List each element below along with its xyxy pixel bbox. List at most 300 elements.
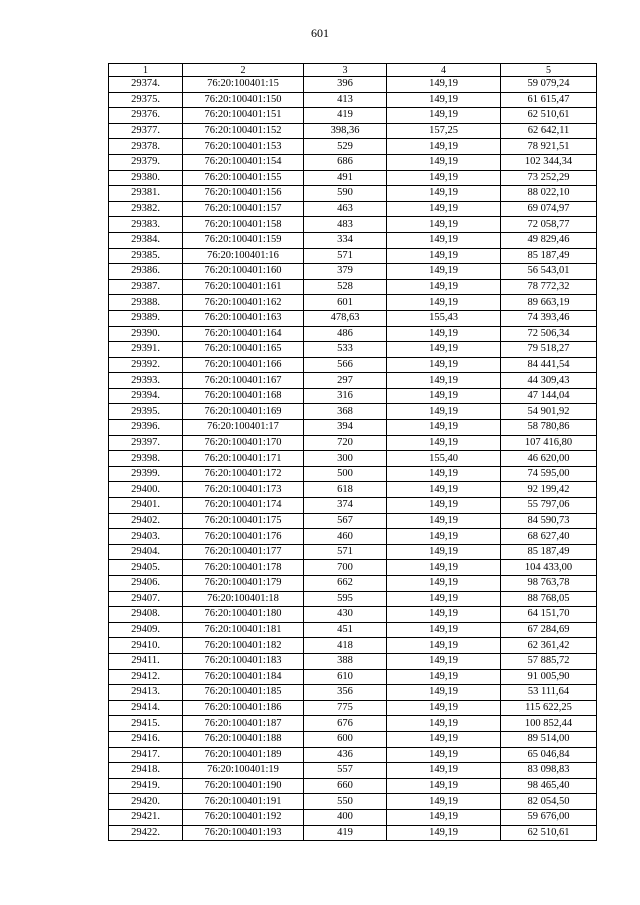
table-row <box>109 326 597 342</box>
area-cell: 557 <box>304 763 387 779</box>
area-cell: 676 <box>304 716 387 732</box>
table-row <box>109 201 597 217</box>
page-number: 601 <box>311 26 329 40</box>
value-cell: 67 284,69 <box>501 622 597 638</box>
area-cell: 600 <box>304 731 387 747</box>
cadastral-number-cell: 76:20:100401:179 <box>183 576 304 592</box>
cadastral-number-cell: 76:20:100401:181 <box>183 622 304 638</box>
value-cell: 115 622,25 <box>501 700 597 716</box>
row-number-cell: 29419. <box>109 778 183 794</box>
area-cell: 571 <box>304 248 387 264</box>
cadastral-number-cell: 76:20:100401:156 <box>183 186 304 202</box>
value-cell: 104 433,00 <box>501 560 597 576</box>
value-cell: 59 676,00 <box>501 809 597 825</box>
rate-cell: 149,19 <box>387 357 501 373</box>
area-cell: 418 <box>304 638 387 654</box>
rate-cell: 149,19 <box>387 544 501 560</box>
table-row <box>109 498 597 514</box>
rate-cell: 149,19 <box>387 248 501 264</box>
row-number-cell: 29407. <box>109 591 183 607</box>
cadastral-number-cell: 76:20:100401:189 <box>183 747 304 763</box>
table-row <box>109 295 597 311</box>
data-table <box>108 63 597 841</box>
value-cell: 107 416,80 <box>501 435 597 451</box>
table-row <box>109 373 597 389</box>
rate-cell: 157,25 <box>387 123 501 139</box>
area-cell: 398,36 <box>304 123 387 139</box>
table-row <box>109 217 597 233</box>
cadastral-number-cell: 76:20:100401:185 <box>183 685 304 701</box>
cadastral-number-cell: 76:20:100401:166 <box>183 357 304 373</box>
table-row <box>109 576 597 592</box>
value-cell: 72 058,77 <box>501 217 597 233</box>
area-cell: 486 <box>304 326 387 342</box>
rate-cell: 149,19 <box>387 186 501 202</box>
value-cell: 54 901,92 <box>501 404 597 420</box>
rate-cell: 149,19 <box>387 747 501 763</box>
rate-cell: 149,19 <box>387 825 501 841</box>
row-number-cell: 29403. <box>109 529 183 545</box>
table-row <box>109 591 597 607</box>
rate-cell: 149,19 <box>387 482 501 498</box>
table-row <box>109 77 597 93</box>
table-header-row <box>109 64 597 77</box>
row-number-cell: 29402. <box>109 513 183 529</box>
cadastral-number-cell: 76:20:100401:154 <box>183 154 304 170</box>
value-cell: 56 543,01 <box>501 264 597 280</box>
rate-cell: 149,19 <box>387 669 501 685</box>
row-number-cell: 29384. <box>109 232 183 248</box>
area-cell: 388 <box>304 653 387 669</box>
cadastral-number-cell: 76:20:100401:182 <box>183 638 304 654</box>
row-number-cell: 29399. <box>109 466 183 482</box>
area-cell: 595 <box>304 591 387 607</box>
table-row <box>109 310 597 326</box>
area-cell: 491 <box>304 170 387 186</box>
row-number-cell: 29376. <box>109 108 183 124</box>
area-cell: 368 <box>304 404 387 420</box>
row-number-cell: 29405. <box>109 560 183 576</box>
cadastral-number-cell: 76:20:100401:167 <box>183 373 304 389</box>
area-cell: 618 <box>304 482 387 498</box>
value-cell: 69 074,97 <box>501 201 597 217</box>
rate-cell: 155,40 <box>387 451 501 467</box>
table-row <box>109 108 597 124</box>
table-body <box>109 64 597 841</box>
table-row <box>109 513 597 529</box>
cadastral-number-cell: 76:20:100401:191 <box>183 794 304 810</box>
row-number-cell: 29400. <box>109 482 183 498</box>
rate-cell: 149,19 <box>387 232 501 248</box>
rate-cell: 149,19 <box>387 529 501 545</box>
cadastral-number-cell: 76:20:100401:155 <box>183 170 304 186</box>
table-row <box>109 139 597 155</box>
rate-cell: 149,19 <box>387 794 501 810</box>
cadastral-number-cell: 76:20:100401:174 <box>183 498 304 514</box>
rate-cell: 149,19 <box>387 77 501 93</box>
value-cell: 100 852,44 <box>501 716 597 732</box>
area-cell: 394 <box>304 420 387 436</box>
area-cell: 566 <box>304 357 387 373</box>
value-cell: 98 763,78 <box>501 576 597 592</box>
table-row <box>109 170 597 186</box>
rate-cell: 149,19 <box>387 279 501 295</box>
row-number-cell: 29404. <box>109 544 183 560</box>
cadastral-number-cell: 76:20:100401:184 <box>183 669 304 685</box>
cadastral-number-cell: 76:20:100401:188 <box>183 731 304 747</box>
row-number-cell: 29383. <box>109 217 183 233</box>
table-row <box>109 700 597 716</box>
row-number-cell: 29416. <box>109 731 183 747</box>
row-number-cell: 29421. <box>109 809 183 825</box>
table-row <box>109 342 597 358</box>
value-cell: 83 098,83 <box>501 763 597 779</box>
value-cell: 61 615,47 <box>501 92 597 108</box>
area-cell: 300 <box>304 451 387 467</box>
cadastral-number-cell: 76:20:100401:161 <box>183 279 304 295</box>
cadastral-number-cell: 76:20:100401:164 <box>183 326 304 342</box>
table-row <box>109 763 597 779</box>
rate-cell: 149,19 <box>387 92 501 108</box>
table-row <box>109 232 597 248</box>
value-cell: 74 393,46 <box>501 310 597 326</box>
area-cell: 483 <box>304 217 387 233</box>
rate-cell: 149,19 <box>387 638 501 654</box>
row-number-cell: 29420. <box>109 794 183 810</box>
rate-cell: 149,19 <box>387 498 501 514</box>
area-cell: 413 <box>304 92 387 108</box>
area-cell: 775 <box>304 700 387 716</box>
value-cell: 62 361,42 <box>501 638 597 654</box>
rate-cell: 149,19 <box>387 700 501 716</box>
rate-cell: 149,19 <box>387 295 501 311</box>
cadastral-number-cell: 76:20:100401:169 <box>183 404 304 420</box>
table-row <box>109 638 597 654</box>
row-number-cell: 29380. <box>109 170 183 186</box>
value-cell: 59 079,24 <box>501 77 597 93</box>
row-number-cell: 29386. <box>109 264 183 280</box>
value-cell: 68 627,40 <box>501 529 597 545</box>
row-number-cell: 29411. <box>109 653 183 669</box>
cadastral-number-cell: 76:20:100401:176 <box>183 529 304 545</box>
rate-cell: 149,19 <box>387 560 501 576</box>
rate-cell: 149,19 <box>387 809 501 825</box>
table-row <box>109 420 597 436</box>
area-cell: 436 <box>304 747 387 763</box>
row-number-cell: 29422. <box>109 825 183 841</box>
cadastral-number-cell: 76:20:100401:171 <box>183 451 304 467</box>
table-row <box>109 92 597 108</box>
area-cell: 316 <box>304 388 387 404</box>
cadastral-number-cell: 76:20:100401:180 <box>183 607 304 623</box>
cadastral-number-cell: 76:20:100401:153 <box>183 139 304 155</box>
rate-cell: 155,43 <box>387 310 501 326</box>
row-number-cell: 29375. <box>109 92 183 108</box>
area-cell: 356 <box>304 685 387 701</box>
area-cell: 451 <box>304 622 387 638</box>
area-cell: 460 <box>304 529 387 545</box>
table-row <box>109 825 597 841</box>
value-cell: 57 885,72 <box>501 653 597 669</box>
table-row <box>109 529 597 545</box>
area-cell: 662 <box>304 576 387 592</box>
row-number-cell: 29408. <box>109 607 183 623</box>
rate-cell: 149,19 <box>387 466 501 482</box>
value-cell: 44 309,43 <box>501 373 597 389</box>
value-cell: 55 797,06 <box>501 498 597 514</box>
rate-cell: 149,19 <box>387 622 501 638</box>
rate-cell: 149,19 <box>387 576 501 592</box>
row-number-cell: 29389. <box>109 310 183 326</box>
table-row <box>109 435 597 451</box>
cadastral-number-cell: 76:20:100401:183 <box>183 653 304 669</box>
area-cell: 567 <box>304 513 387 529</box>
rate-cell: 149,19 <box>387 264 501 280</box>
cadastral-number-cell: 76:20:100401:160 <box>183 264 304 280</box>
cadastral-number-cell: 76:20:100401:16 <box>183 248 304 264</box>
cadastral-number-cell: 76:20:100401:172 <box>183 466 304 482</box>
column-header: 1 <box>109 64 183 77</box>
table-row <box>109 264 597 280</box>
rate-cell: 149,19 <box>387 139 501 155</box>
value-cell: 85 187,49 <box>501 248 597 264</box>
value-cell: 102 344,34 <box>501 154 597 170</box>
row-number-cell: 29418. <box>109 763 183 779</box>
row-number-cell: 29379. <box>109 154 183 170</box>
row-number-cell: 29377. <box>109 123 183 139</box>
rate-cell: 149,19 <box>387 342 501 358</box>
cadastral-number-cell: 76:20:100401:159 <box>183 232 304 248</box>
table-row <box>109 794 597 810</box>
table-row <box>109 357 597 373</box>
value-cell: 89 514,00 <box>501 731 597 747</box>
cadastral-number-cell: 76:20:100401:175 <box>183 513 304 529</box>
row-number-cell: 29415. <box>109 716 183 732</box>
area-cell: 660 <box>304 778 387 794</box>
row-number-cell: 29395. <box>109 404 183 420</box>
row-number-cell: 29398. <box>109 451 183 467</box>
area-cell: 400 <box>304 809 387 825</box>
rate-cell: 149,19 <box>387 607 501 623</box>
row-number-cell: 29378. <box>109 139 183 155</box>
area-cell: 374 <box>304 498 387 514</box>
row-number-cell: 29414. <box>109 700 183 716</box>
value-cell: 72 506,34 <box>501 326 597 342</box>
value-cell: 79 518,27 <box>501 342 597 358</box>
area-cell: 529 <box>304 139 387 155</box>
rate-cell: 149,19 <box>387 420 501 436</box>
table-row <box>109 404 597 420</box>
row-number-cell: 29397. <box>109 435 183 451</box>
value-cell: 64 151,70 <box>501 607 597 623</box>
cadastral-number-cell: 76:20:100401:168 <box>183 388 304 404</box>
row-number-cell: 29393. <box>109 373 183 389</box>
row-number-cell: 29417. <box>109 747 183 763</box>
area-cell: 463 <box>304 201 387 217</box>
cadastral-number-cell: 76:20:100401:152 <box>183 123 304 139</box>
cadastral-number-cell: 76:20:100401:162 <box>183 295 304 311</box>
area-cell: 297 <box>304 373 387 389</box>
area-cell: 379 <box>304 264 387 280</box>
table-row <box>109 607 597 623</box>
rate-cell: 149,19 <box>387 653 501 669</box>
row-number-cell: 29390. <box>109 326 183 342</box>
area-cell: 610 <box>304 669 387 685</box>
area-cell: 396 <box>304 77 387 93</box>
table-row <box>109 248 597 264</box>
area-cell: 500 <box>304 466 387 482</box>
value-cell: 53 111,64 <box>501 685 597 701</box>
table-row <box>109 544 597 560</box>
value-cell: 88 768,05 <box>501 591 597 607</box>
rate-cell: 149,19 <box>387 513 501 529</box>
cadastral-number-cell: 76:20:100401:157 <box>183 201 304 217</box>
row-number-cell: 29391. <box>109 342 183 358</box>
cadastral-number-cell: 76:20:100401:190 <box>183 778 304 794</box>
row-number-cell: 29412. <box>109 669 183 685</box>
rate-cell: 149,19 <box>387 217 501 233</box>
rate-cell: 149,19 <box>387 716 501 732</box>
rate-cell: 149,19 <box>387 170 501 186</box>
rate-cell: 149,19 <box>387 326 501 342</box>
rate-cell: 149,19 <box>387 685 501 701</box>
cadastral-number-cell: 76:20:100401:173 <box>183 482 304 498</box>
cadastral-number-cell: 76:20:100401:163 <box>183 310 304 326</box>
row-number-cell: 29392. <box>109 357 183 373</box>
value-cell: 84 590,73 <box>501 513 597 529</box>
table-row <box>109 669 597 685</box>
value-cell: 74 595,00 <box>501 466 597 482</box>
value-cell: 62 642,11 <box>501 123 597 139</box>
rate-cell: 149,19 <box>387 435 501 451</box>
area-cell: 334 <box>304 232 387 248</box>
row-number-cell: 29388. <box>109 295 183 311</box>
cadastral-number-cell: 76:20:100401:151 <box>183 108 304 124</box>
value-cell: 92 199,42 <box>501 482 597 498</box>
table-row <box>109 731 597 747</box>
area-cell: 700 <box>304 560 387 576</box>
rate-cell: 149,19 <box>387 404 501 420</box>
table-row <box>109 466 597 482</box>
area-cell: 686 <box>304 154 387 170</box>
cadastral-number-cell: 76:20:100401:193 <box>183 825 304 841</box>
value-cell: 88 022,10 <box>501 186 597 202</box>
value-cell: 78 921,51 <box>501 139 597 155</box>
row-number-cell: 29374. <box>109 77 183 93</box>
value-cell: 98 465,40 <box>501 778 597 794</box>
column-header: 4 <box>387 64 501 77</box>
table-row <box>109 622 597 638</box>
value-cell: 82 054,50 <box>501 794 597 810</box>
cadastral-number-cell: 76:20:100401:177 <box>183 544 304 560</box>
rate-cell: 149,19 <box>387 778 501 794</box>
value-cell: 46 620,00 <box>501 451 597 467</box>
rate-cell: 149,19 <box>387 108 501 124</box>
row-number-cell: 29382. <box>109 201 183 217</box>
table-row <box>109 123 597 139</box>
row-number-cell: 29401. <box>109 498 183 514</box>
row-number-cell: 29406. <box>109 576 183 592</box>
row-number-cell: 29385. <box>109 248 183 264</box>
rate-cell: 149,19 <box>387 154 501 170</box>
value-cell: 65 046,84 <box>501 747 597 763</box>
table-row <box>109 388 597 404</box>
area-cell: 601 <box>304 295 387 311</box>
rate-cell: 149,19 <box>387 373 501 389</box>
area-cell: 550 <box>304 794 387 810</box>
area-cell: 478,63 <box>304 310 387 326</box>
table-row <box>109 279 597 295</box>
cadastral-number-cell: 76:20:100401:192 <box>183 809 304 825</box>
cadastral-number-cell: 76:20:100401:15 <box>183 77 304 93</box>
value-cell: 62 510,61 <box>501 108 597 124</box>
value-cell: 49 829,46 <box>501 232 597 248</box>
cadastral-number-cell: 76:20:100401:178 <box>183 560 304 576</box>
table-row <box>109 451 597 467</box>
value-cell: 85 187,49 <box>501 544 597 560</box>
value-cell: 78 772,32 <box>501 279 597 295</box>
value-cell: 91 005,90 <box>501 669 597 685</box>
value-cell: 62 510,61 <box>501 825 597 841</box>
table-row <box>109 685 597 701</box>
table-row <box>109 186 597 202</box>
value-cell: 73 252,29 <box>501 170 597 186</box>
cadastral-number-cell: 76:20:100401:170 <box>183 435 304 451</box>
value-cell: 58 780,86 <box>501 420 597 436</box>
table-row <box>109 560 597 576</box>
column-header: 2 <box>183 64 304 77</box>
cadastral-number-cell: 76:20:100401:187 <box>183 716 304 732</box>
table-row <box>109 747 597 763</box>
rate-cell: 149,19 <box>387 763 501 779</box>
cadastral-number-cell: 76:20:100401:18 <box>183 591 304 607</box>
column-header: 5 <box>501 64 597 77</box>
area-cell: 533 <box>304 342 387 358</box>
row-number-cell: 29394. <box>109 388 183 404</box>
cadastral-number-cell: 76:20:100401:158 <box>183 217 304 233</box>
table-row <box>109 154 597 170</box>
area-cell: 419 <box>304 108 387 124</box>
cadastral-number-cell: 76:20:100401:165 <box>183 342 304 358</box>
value-cell: 89 663,19 <box>501 295 597 311</box>
rate-cell: 149,19 <box>387 591 501 607</box>
table-row <box>109 809 597 825</box>
table-row <box>109 716 597 732</box>
area-cell: 528 <box>304 279 387 295</box>
area-cell: 419 <box>304 825 387 841</box>
cadastral-number-cell: 76:20:100401:186 <box>183 700 304 716</box>
area-cell: 571 <box>304 544 387 560</box>
cadastral-number-cell: 76:20:100401:19 <box>183 763 304 779</box>
row-number-cell: 29409. <box>109 622 183 638</box>
row-number-cell: 29381. <box>109 186 183 202</box>
rate-cell: 149,19 <box>387 388 501 404</box>
rate-cell: 149,19 <box>387 731 501 747</box>
row-number-cell: 29387. <box>109 279 183 295</box>
table-row <box>109 778 597 794</box>
row-number-cell: 29396. <box>109 420 183 436</box>
column-header: 3 <box>304 64 387 77</box>
cadastral-number-cell: 76:20:100401:17 <box>183 420 304 436</box>
value-cell: 47 144,04 <box>501 388 597 404</box>
area-cell: 720 <box>304 435 387 451</box>
area-cell: 430 <box>304 607 387 623</box>
table-row <box>109 653 597 669</box>
row-number-cell: 29410. <box>109 638 183 654</box>
value-cell: 84 441,54 <box>501 357 597 373</box>
row-number-cell: 29413. <box>109 685 183 701</box>
rate-cell: 149,19 <box>387 201 501 217</box>
